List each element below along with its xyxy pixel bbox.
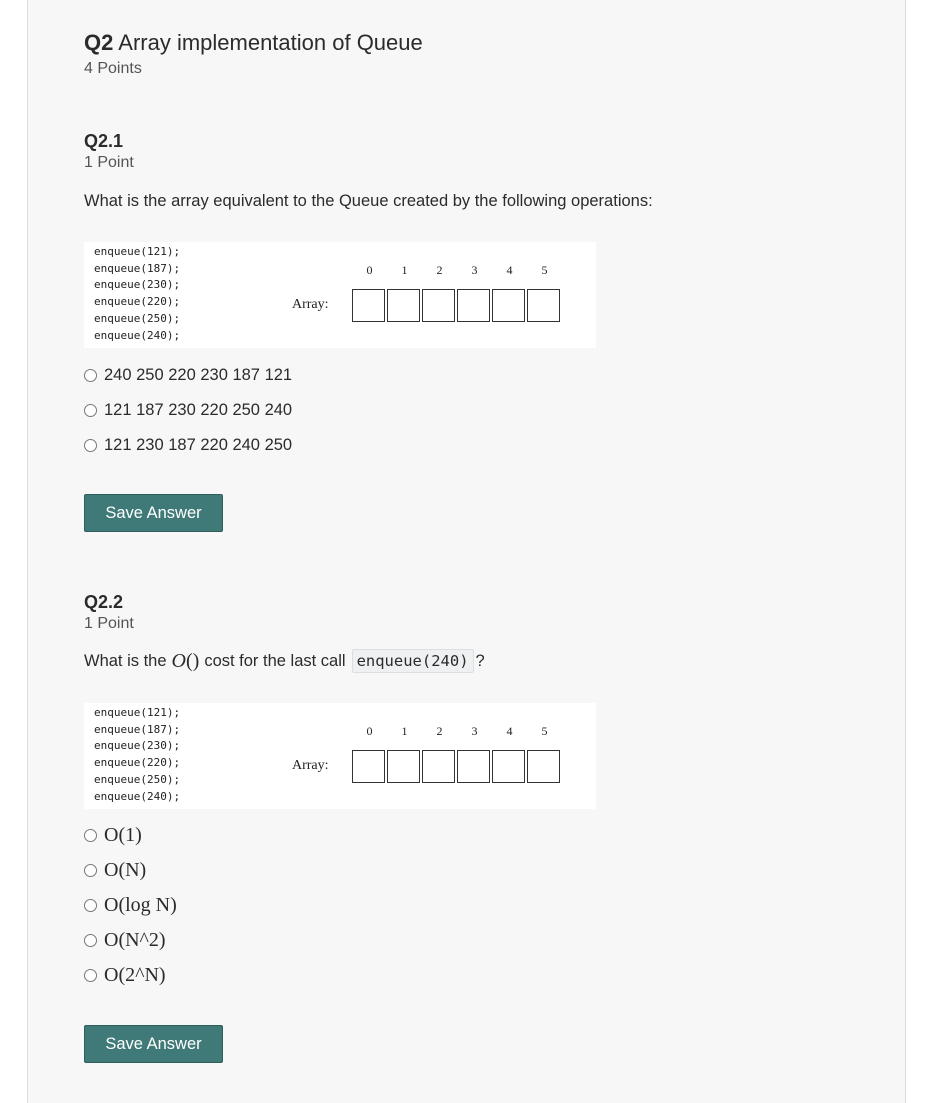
code-line: enqueue(240); (94, 328, 181, 342)
radio-icon[interactable] (84, 864, 97, 877)
code-line: enqueue(250); (94, 772, 181, 786)
q21-option[interactable] (84, 366, 292, 385)
question-number: Q2 (84, 30, 114, 55)
q22-option[interactable] (84, 859, 146, 882)
question-title (84, 30, 423, 56)
array-label: Array: (292, 758, 329, 773)
array-index: 2 (436, 263, 443, 277)
radio-icon[interactable] (84, 404, 97, 417)
array-index: 3 (471, 724, 478, 738)
array-index: 4 (506, 724, 513, 738)
q22-figure (84, 703, 596, 809)
array-cell (422, 289, 455, 322)
code-line: enqueue(230); (94, 739, 181, 753)
array-index: 5 (541, 263, 548, 277)
option-label: O(N) (104, 859, 147, 881)
code-line: enqueue(121); (94, 245, 181, 258)
q21-code-block (94, 244, 180, 344)
option-label: O(2^N) (104, 964, 166, 986)
q22-option[interactable] (84, 894, 177, 917)
option-label: O(log N) (104, 894, 177, 916)
q22-points: 1 Point (84, 615, 134, 632)
array-index: 4 (506, 263, 513, 277)
radio-icon[interactable] (84, 899, 97, 912)
q22-prompt-mid: cost for the last call (204, 651, 346, 670)
radio-icon[interactable] (84, 829, 97, 842)
array-cell (387, 750, 420, 783)
q22-prompt-post: ? (475, 651, 485, 670)
array-index: 3 (471, 263, 478, 277)
option-label: 240 250 220 230 187 121 (104, 366, 293, 384)
option-label: O(1) (104, 824, 142, 846)
array-cell (387, 289, 420, 322)
big-o-notation: O() (171, 649, 200, 672)
array-cell (352, 289, 385, 322)
array-cell (457, 750, 490, 783)
q21-points: 1 Point (84, 154, 134, 171)
q22-prompt-pre: What is the (84, 651, 167, 670)
radio-icon[interactable] (84, 969, 97, 982)
radio-icon[interactable] (84, 934, 97, 947)
radio-icon[interactable] (84, 439, 97, 452)
q21-figure (84, 242, 596, 348)
array-index: 2 (436, 724, 443, 738)
array-cell (492, 750, 525, 783)
array-index: 1 (401, 263, 408, 277)
array-cell (527, 289, 560, 322)
option-label: O(N^2) (104, 929, 166, 951)
q22-number: Q2.2 (84, 592, 124, 612)
array-index: 1 (401, 724, 408, 738)
q22-prompt (84, 649, 485, 673)
array-cell (492, 289, 525, 322)
code-line: enqueue(230); (94, 278, 181, 292)
code-line: enqueue(121); (94, 706, 181, 719)
q22-save-button[interactable]: Save Answer (84, 1025, 223, 1063)
array-cell (352, 750, 385, 783)
array-cell (422, 750, 455, 783)
array-index: 0 (366, 724, 373, 738)
array-index: 0 (366, 263, 373, 277)
question-title-text: Array implementation of Queue (118, 30, 423, 55)
code-line: enqueue(250); (94, 311, 181, 325)
array-cell (527, 750, 560, 783)
q21-option[interactable] (84, 401, 292, 420)
array-index: 5 (541, 724, 548, 738)
radio-icon[interactable] (84, 369, 97, 382)
q21-save-button[interactable]: Save Answer (84, 494, 223, 532)
array-label: Array: (292, 297, 329, 312)
code-line: enqueue(187); (94, 261, 181, 275)
question-points: 4 Points (84, 60, 142, 77)
q22-option[interactable] (84, 964, 166, 987)
code-line: enqueue(240); (94, 789, 181, 803)
q21-option[interactable] (84, 436, 292, 455)
q21-prompt: What is the array equivalent to the Queue created by the following operations: (84, 192, 653, 210)
q22-prompt-code: enqueue(240) (352, 649, 474, 673)
q22-option[interactable] (84, 824, 142, 847)
code-line: enqueue(220); (94, 756, 181, 770)
q22-code-block (94, 705, 180, 805)
code-line: enqueue(187); (94, 722, 181, 736)
code-line: enqueue(220); (94, 295, 181, 309)
array-cell (457, 289, 490, 322)
q21-number: Q2.1 (84, 131, 124, 151)
option-label: 121 230 187 220 240 250 (104, 436, 293, 454)
option-label: 121 187 230 220 250 240 (104, 401, 293, 419)
q22-option[interactable] (84, 929, 166, 952)
